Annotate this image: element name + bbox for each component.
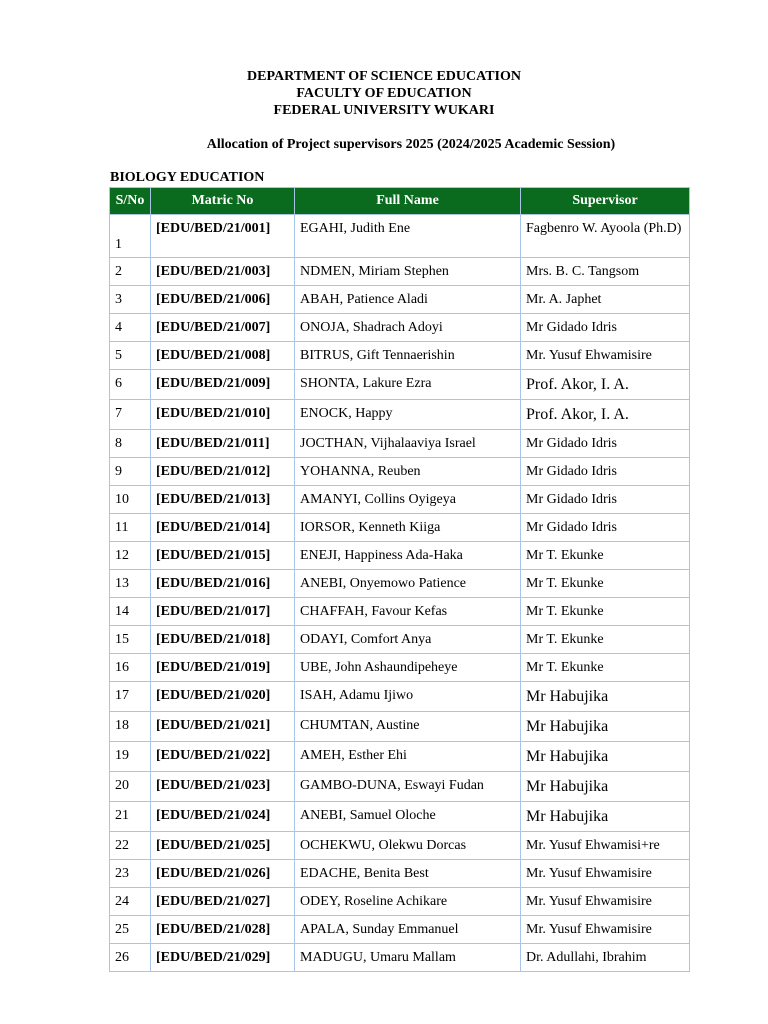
document-subtitle: Allocation of Project supervisors 2025 (2024/2025 Academic Session): [206, 137, 616, 152]
table-row: [110, 370, 690, 400]
cell-matric-no: [EDU/BED/21/019]: [151, 654, 295, 682]
cell-sno: 17: [110, 682, 151, 712]
cell-supervisor: Mr Habujika: [521, 772, 690, 802]
cell-full-name: APALA, Sunday Emmanuel: [295, 916, 521, 944]
cell-full-name: OCHEKWU, Olekwu Dorcas: [295, 832, 521, 860]
cell-full-name: BITRUS, Gift Tennaerishin: [295, 342, 521, 370]
cell-sno: 21: [110, 802, 151, 832]
cell-sno: 16: [110, 654, 151, 682]
cell-matric-no: [EDU/BED/21/029]: [151, 944, 295, 972]
cell-sno: 10: [110, 486, 151, 514]
table-row: [110, 342, 690, 370]
cell-supervisor: Mr Habujika: [521, 712, 690, 742]
cell-supervisor: Mr. Yusuf Ehwamisire: [521, 342, 690, 370]
cell-supervisor: Mr Habujika: [521, 682, 690, 712]
cell-matric-no: [EDU/BED/21/006]: [151, 286, 295, 314]
cell-matric-no: [EDU/BED/21/026]: [151, 860, 295, 888]
cell-supervisor: Mr T. Ekunke: [521, 654, 690, 682]
cell-supervisor: Prof. Akor, I. A.: [521, 400, 690, 430]
cell-supervisor: Mr. A. Japhet: [521, 286, 690, 314]
cell-sno: 18: [110, 712, 151, 742]
cell-full-name: AMEH, Esther Ehi: [295, 742, 521, 772]
cell-sno: 23: [110, 860, 151, 888]
cell-matric-no: [EDU/BED/21/003]: [151, 258, 295, 286]
cell-supervisor: Mr. Yusuf Ehwamisire: [521, 888, 690, 916]
cell-sno: 12: [110, 542, 151, 570]
cell-sno: 5: [110, 342, 151, 370]
cell-supervisor: Mr. Yusuf Ehwamisire: [521, 916, 690, 944]
table-row: [110, 258, 690, 286]
cell-full-name: ODAYI, Comfort Anya: [295, 626, 521, 654]
cell-supervisor: Mr Habujika: [521, 802, 690, 832]
table-row: [110, 598, 690, 626]
table-row: [110, 712, 690, 742]
document-header: [0, 68, 768, 119]
cell-sno: 11: [110, 514, 151, 542]
table-row: [110, 802, 690, 832]
cell-full-name: GAMBO-DUNA, Eswayi Fudan: [295, 772, 521, 802]
cell-matric-no: [EDU/BED/21/013]: [151, 486, 295, 514]
cell-matric-no: [EDU/BED/21/021]: [151, 712, 295, 742]
table-row: [110, 430, 690, 458]
cell-full-name: ODEY, Roseline Achikare: [295, 888, 521, 916]
cell-full-name: ONOJA, Shadrach Adoyi: [295, 314, 521, 342]
cell-full-name: IORSOR, Kenneth Kiiga: [295, 514, 521, 542]
cell-full-name: ENOCK, Happy: [295, 400, 521, 430]
cell-full-name: JOCTHAN, Vijhalaaviya Israel: [295, 430, 521, 458]
cell-sno: 2: [110, 258, 151, 286]
cell-supervisor: Fagbenro W. Ayoola (Ph.D): [521, 215, 690, 258]
cell-matric-no: [EDU/BED/21/022]: [151, 742, 295, 772]
table-row: [110, 626, 690, 654]
cell-matric-no: [EDU/BED/21/015]: [151, 542, 295, 570]
supervisor-allocation-table: [109, 187, 690, 972]
cell-matric-no: [EDU/BED/21/009]: [151, 370, 295, 400]
cell-matric-no: [EDU/BED/21/027]: [151, 888, 295, 916]
table-row: [110, 832, 690, 860]
table-row: [110, 486, 690, 514]
section-title: BIOLOGY EDUCATION: [110, 170, 265, 185]
table-row: [110, 654, 690, 682]
table-row: [110, 542, 690, 570]
cell-matric-no: [EDU/BED/21/018]: [151, 626, 295, 654]
cell-supervisor: Mr T. Ekunke: [521, 542, 690, 570]
table-body: [110, 215, 690, 972]
cell-sno: 15: [110, 626, 151, 654]
cell-matric-no: [EDU/BED/21/001]: [151, 215, 295, 258]
cell-sno: 19: [110, 742, 151, 772]
cell-matric-no: [EDU/BED/21/024]: [151, 802, 295, 832]
table-row: [110, 888, 690, 916]
cell-full-name: ENEJI, Happiness Ada-Haka: [295, 542, 521, 570]
cell-sno: 22: [110, 832, 151, 860]
cell-full-name: SHONTA, Lakure Ezra: [295, 370, 521, 400]
faculty-title: FACULTY OF EDUCATION: [296, 86, 472, 101]
table-row: [110, 944, 690, 972]
table-row: [110, 458, 690, 486]
cell-full-name: AMANYI, Collins Oyigeya: [295, 486, 521, 514]
table-row: [110, 570, 690, 598]
cell-supervisor: Prof. Akor, I. A.: [521, 370, 690, 400]
cell-sno: 25: [110, 916, 151, 944]
cell-matric-no: [EDU/BED/21/014]: [151, 514, 295, 542]
cell-supervisor: Mr T. Ekunke: [521, 598, 690, 626]
cell-supervisor: Mr Habujika: [521, 742, 690, 772]
cell-sno: 14: [110, 598, 151, 626]
table-row: [110, 514, 690, 542]
cell-full-name: NDMEN, Miriam Stephen: [295, 258, 521, 286]
cell-supervisor: Mr Gidado Idris: [521, 514, 690, 542]
table-row: [110, 742, 690, 772]
department-title: DEPARTMENT OF SCIENCE EDUCATION: [247, 69, 521, 84]
cell-supervisor: Mr Gidado Idris: [521, 314, 690, 342]
cell-full-name: YOHANNA, Reuben: [295, 458, 521, 486]
table-row: [110, 286, 690, 314]
table-row: [110, 314, 690, 342]
table-header-row: [110, 188, 690, 215]
cell-supervisor: Mr Gidado Idris: [521, 486, 690, 514]
cell-supervisor: Mr Gidado Idris: [521, 458, 690, 486]
cell-matric-no: [EDU/BED/21/020]: [151, 682, 295, 712]
cell-sno: 1: [110, 215, 151, 258]
cell-supervisor: Mr Gidado Idris: [521, 430, 690, 458]
cell-matric-no: [EDU/BED/21/028]: [151, 916, 295, 944]
cell-sno: 26: [110, 944, 151, 972]
cell-supervisor: Mr T. Ekunke: [521, 626, 690, 654]
cell-supervisor: Mr T. Ekunke: [521, 570, 690, 598]
cell-supervisor: Dr. Adullahi, Ibrahim: [521, 944, 690, 972]
cell-matric-no: [EDU/BED/21/011]: [151, 430, 295, 458]
table-row: [110, 772, 690, 802]
column-header-supervisor: Supervisor: [521, 188, 690, 215]
cell-matric-no: [EDU/BED/21/010]: [151, 400, 295, 430]
table-row: [110, 400, 690, 430]
cell-supervisor: Mr. Yusuf Ehwamisi+re: [521, 832, 690, 860]
cell-full-name: UBE, John Ashaundipeheye: [295, 654, 521, 682]
cell-full-name: ANEBI, Onyemowo Patience: [295, 570, 521, 598]
cell-sno: 4: [110, 314, 151, 342]
cell-full-name: ABAH, Patience Aladi: [295, 286, 521, 314]
cell-sno: 9: [110, 458, 151, 486]
cell-sno: 7: [110, 400, 151, 430]
cell-matric-no: [EDU/BED/21/008]: [151, 342, 295, 370]
cell-sno: 3: [110, 286, 151, 314]
cell-sno: 20: [110, 772, 151, 802]
cell-matric-no: [EDU/BED/21/016]: [151, 570, 295, 598]
cell-full-name: CHAFFAH, Favour Kefas: [295, 598, 521, 626]
cell-sno: 6: [110, 370, 151, 400]
table-row: [110, 682, 690, 712]
cell-supervisor: Mrs. B. C. Tangsom: [521, 258, 690, 286]
column-header-name: Full Name: [295, 188, 521, 215]
column-header-matric: Matric No: [151, 188, 295, 215]
cell-full-name: ISAH, Adamu Ijiwo: [295, 682, 521, 712]
cell-matric-no: [EDU/BED/21/007]: [151, 314, 295, 342]
cell-full-name: MADUGU, Umaru Mallam: [295, 944, 521, 972]
cell-sno: 24: [110, 888, 151, 916]
cell-full-name: EGAHI, Judith Ene: [295, 215, 521, 258]
cell-supervisor: Mr. Yusuf Ehwamisire: [521, 860, 690, 888]
cell-sno: 8: [110, 430, 151, 458]
cell-matric-no: [EDU/BED/21/025]: [151, 832, 295, 860]
cell-full-name: EDACHE, Benita Best: [295, 860, 521, 888]
cell-matric-no: [EDU/BED/21/012]: [151, 458, 295, 486]
cell-matric-no: [EDU/BED/21/023]: [151, 772, 295, 802]
cell-full-name: CHUMTAN, Austine: [295, 712, 521, 742]
table-row: [110, 215, 690, 258]
cell-sno: 13: [110, 570, 151, 598]
university-title: FEDERAL UNIVERSITY WUKARI: [273, 103, 495, 118]
column-header-sno: S/No: [110, 188, 151, 215]
table-row: [110, 860, 690, 888]
table-row: [110, 916, 690, 944]
cell-matric-no: [EDU/BED/21/017]: [151, 598, 295, 626]
cell-full-name: ANEBI, Samuel Oloche: [295, 802, 521, 832]
